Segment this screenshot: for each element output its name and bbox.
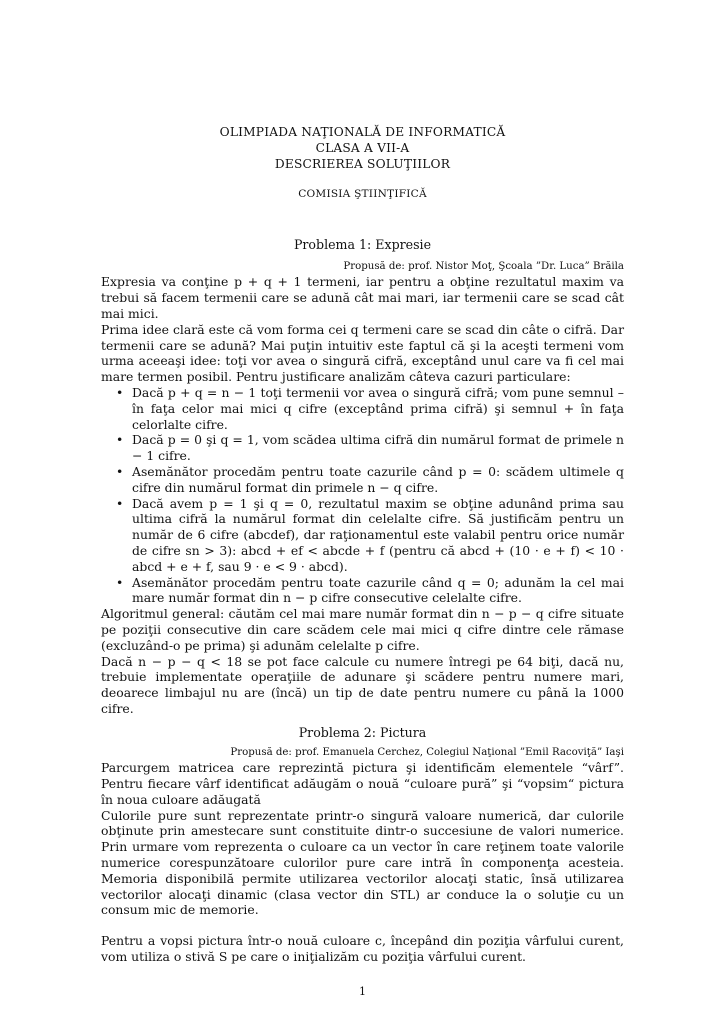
bullet-icon: •: [116, 432, 124, 448]
problem-1-paragraph-4: Dacă n − p − q < 18 se pot face calcule cu numere întregi pe 64 biţi, dacă nu, trebuie implementate operaţiile de adunare şi scădere pentru numere mari, deoarece limbajul nu are (încă) un tip de date pentru numere cu până la 1000 cifre.: [101, 653, 624, 716]
problem-1-title: Problema 1: Expresie: [293, 236, 432, 252]
bullet-icon: •: [116, 495, 124, 511]
title-line-3: DESCRIEREA SOLUŢIILOR: [274, 157, 451, 171]
bullet-icon: •: [116, 574, 124, 590]
title-line-1: OLIMPIADA NAŢIONALĂ DE INFORMATICĂ: [219, 125, 506, 139]
list-item: • Dacă p = 0 şi q = 1, vom scădea ultima cifră din numărul format de primele n − 1 cifre.: [116, 432, 624, 464]
problem-2-paragraph-1: Parcurgem matricea care reprezintă pictura şi identificăm elementele “vârf”. Pentru fiecare vârf identificat adăugăm o nouă “culoare pură” şi “vopsim“ pictura în noua culoare adăugată: [101, 760, 624, 807]
paragraph-gap: [101, 918, 624, 933]
list-item: • Dacă p + q = n − 1 toţi termenii vor avea o singură cifră; vom pune semnul – în faţa celor mai mici q cifre (exceptând prima cifră) şi semnul + în faţa celorlalte cifre.: [116, 384, 624, 432]
problem-2-proposer: Propusă de: prof. Emanuela Cerchez, Colegiul Naţional ”Emil Racoviţă” Iaşi: [230, 746, 624, 758]
cases-list: [101, 385, 624, 606]
list-item: • Asemănător procedăm pentru toate cazurile când q = 0; adunăm la cel mai mare număr format din n − p cifre consecutive celelalte cifre.: [116, 574, 624, 606]
problem-2-title: Problema 2: Pictura: [298, 724, 427, 740]
committee-label: COMISIA ŞTIINŢIFICĂ: [298, 188, 427, 200]
problem-1-paragraph-3: Algoritmul general: căutăm cel mai mare număr format din n − p − q cifre situate pe poziţii consecutive din care scădem cele mai mici q cifre dintre cele rămase (excluzând-o pe prima) şi adunăm celelalte p cifre.: [101, 606, 624, 653]
problem-1-proposer: Propusă de: prof. Nistor Moţ, Şcoala ”Dr. Luca” Brăila: [343, 260, 624, 272]
problem-2-paragraph-2: Culorile pure sunt reprezentate printr-o singură valoare numerică, dar culorile obţinute prin amestecare sunt constituite dintr-o succesiune de valori numerice. Prin urmare vom reprezenta o culoare ca un vector în care reţinem toate valorile numerice corespunzătoare culorilor pure care intră în componenţa acesteia. Memoria disponibilă permite utilizarea vectorilor alocaţi static, însă utilizarea vectorilor alocaţi dinamic (clasa vector din STL) ar conduce la o soluţie cu un consum mic de memorie.: [101, 807, 624, 918]
document-title: [101, 124, 624, 172]
problem-2-paragraph-3: Pentru a vopsi pictura într-o nouă culoare c, începând din poziţia vârfului curent, vom utiliza o stivă S pe care o iniţializăm cu poziţia vârfului curent.: [101, 933, 624, 965]
page-number: 1: [359, 985, 366, 998]
page-content: [101, 124, 624, 965]
title-line-2: CLASA A VII-A: [315, 141, 410, 155]
list-item: • Asemănător procedăm pentru toate cazurile când p = 0: scădem ultimele q cifre din numărul format din primele n − q cifre.: [116, 463, 624, 495]
problem-1-paragraph-1: Expresia va conţine p + q + 1 termeni, iar pentru a obţine rezultatul maxim va trebui să facem termenii care se adună cât mai mari, iar termenii care se scad cât mai mici.: [101, 274, 624, 321]
problem-1-paragraph-2: Prima idee clară este că vom forma cei q termeni care se scad din câte o cifră. Dar termenii care se adună? Mai puţin intuitiv este faptul că şi la aceşti termeni vom urma aceeaşi idee: toţi vor avea o singură cifră, exceptând unul care va fi cel mai mare termen posibil. Pentru justificare analizăm câteva cazuri particulare:: [101, 321, 624, 385]
bullet-icon: •: [116, 384, 124, 400]
bullet-icon: •: [116, 463, 124, 479]
list-item: • Dacă avem p = 1 şi q = 0, rezultatul maxim se obţine adunând prima sau ultima cifră la numărul format din celelalte cifre. Să justificăm pentru un număr de 6 cifre (abcdef), dar raţionamentul este valabil pentru orice număr de cifre sn > 3): abcd + ef < abcde + f (pentru că abcd + (10 · e + f) < 10 · abcd + e + f, sau 9 · e < 9 · abcd).: [116, 495, 624, 574]
